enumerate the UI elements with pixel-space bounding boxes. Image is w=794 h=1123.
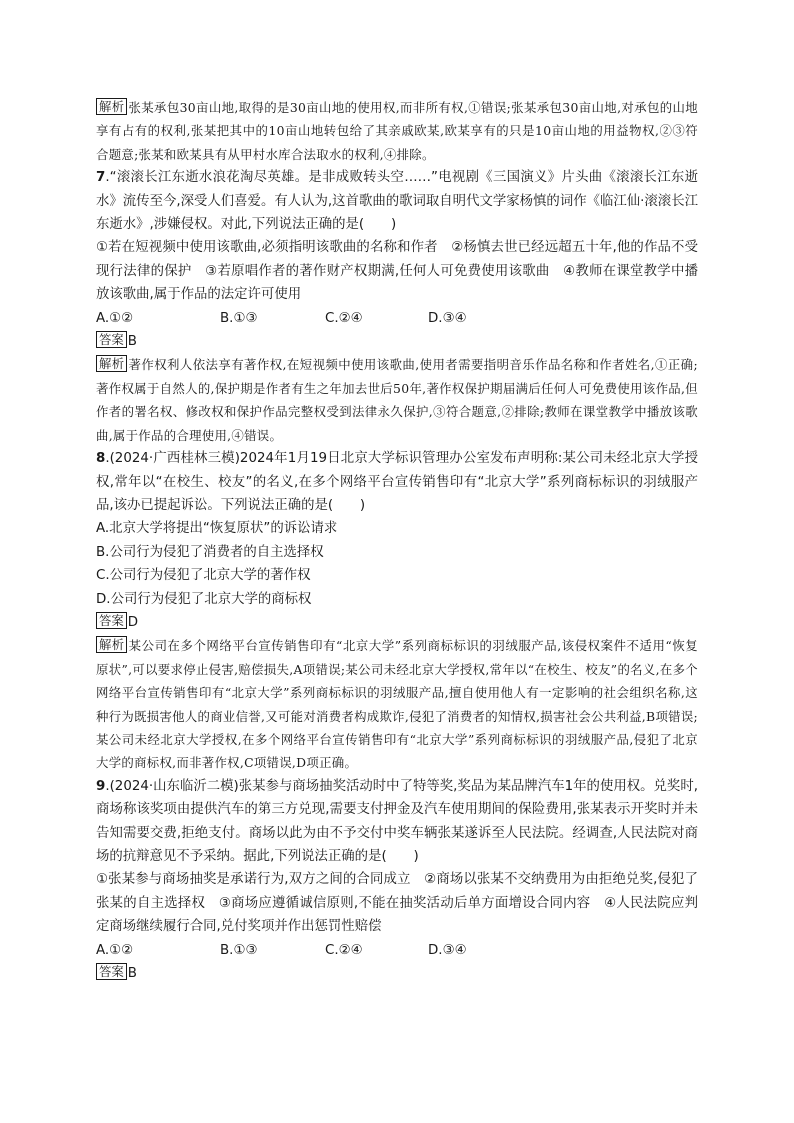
analysis-tag: 解析 [96,98,127,115]
option-b: B.①③ [220,942,258,958]
answer-block-q9 [96,962,698,985]
answer-value: B [127,966,137,982]
analysis-block-q7 [96,353,698,447]
option-c: C.②④ [325,310,363,326]
answer-block-q7 [96,330,698,353]
option-b: B.公司行为侵犯了消费者的自主选择权 [96,544,324,560]
option-d: D.③④ [428,310,467,326]
option-a: A.①② [96,310,134,326]
question-9-options [96,939,698,962]
question-7-options [96,307,698,330]
option-c: C.②④ [325,942,363,958]
question-stem-text: .“滚滚长江东逝水浪花淘尽英雄。是非成败转头空……”电视剧《三国演义》片头曲《滚滚长江东逝水》流传至今,深受人们喜爱。有人认为,这首歌曲的歌词取自明代文学家杨慎的词作《临江仙·滚滚长江东逝水》,涉嫌侵权。对此,下列说法正确的是( ) [96,170,698,233]
option-d: D.公司行为侵犯了北京大学的商标权 [96,591,312,607]
question-7-statements: ①若在短视频中使用该歌曲,必须指明该歌曲的名称和作者 ②杨慎去世已经远超五十年,他的作品不受现行法律的保护 ③若原唱作者的著作财产权期满,任何人可免费使用该歌曲 ④教师在课堂教学中播放该歌曲,属于作品的法定许可使用 [96,240,698,303]
analysis-text: 著作权利人依法享有著作权,在短视频中使用该歌曲,使用者需要指明音乐作品名称和作者姓名,①正确;著作权属于自然人的,保护期是作者有生之年加去世后50年,著作权保护期届满后任何人可免费使用该作品,但作者的署名权、修改权和保护作品完整权受到法律永久保护,③符合题意,②排除;教师在课堂教学中播放该歌曲,属于作品的合理使用,④错误。 [96,357,698,443]
analysis-block-q6 [96,96,698,166]
question-number: 9 [96,778,106,794]
question-stem-text: .(2024·广西桂林三模)2024年1月19日北京大学标识管理办公室发布声明称:某公司未经北京大学授权,常年以“在校生、校友”的名义,在多个网络平台宣传销售印有“北京大学”系列商标标识的羽绒服产品,该办已提起诉讼。下列说法正确的是( ) [96,451,698,513]
page-content [96,96,698,985]
analysis-block-q8 [96,634,698,774]
answer-value: B [127,334,137,350]
question-9-statements: ①张某参与商场抽奖是承诺行为,双方之间的合同成立 ②商场以张某不交纳费用为由拒绝兑奖,侵犯了张某的自主选择权 ③商场应遵循诚信原则,不能在抽奖活动后单方面增设合同内容 ④人民法院应判定商场继续履行合同,兑付奖项并作出惩罚性赔偿 [96,872,698,935]
analysis-tag: 解析 [96,636,127,653]
question-stem-text: .(2024·山东临沂二模)张某参与商场抽奖活动时中了特等奖,奖品为某品牌汽车1年的使用权。兑奖时,商场称该奖项由提供汽车的第三方兑现,需要支付押金及汽车使用期间的保险费用,张某表示开奖时并未告知需要交费,拒绝支付。商场以此为由不予交付中奖车辆张某遂诉至人民法院。经调查,人民法院对商场的抗辩意见不予采纳。据此,下列说法正确的是( ) [96,778,698,864]
analysis-text: 某公司在多个网络平台宣传销售印有“北京大学”系列商标标识的羽绒服产品,该侵权案件不适用“恢复原状”,可以要求停止侵害,赔偿损失,A项错误;某公司未经北京大学授权,常年以“在校生、校友”的名义,在多个网络平台宣传销售印有“北京大学”系列商标标识的羽绒服产品,擅自使用他人有一定影响的社会组织名称,这种行为既损害他人的商业信誉,又可能对消费者构成欺诈,侵犯了消费者的知情权,损害社会公共利益,B项错误;某公司未经北京大学授权,在多个网络平台宣传销售印有“北京大学”系列商标标识的羽绒服产品,侵犯了北京大学的商标权,而非著作权,C项错误,D项正确。 [96,638,698,771]
question-number: 7 [96,170,106,186]
question-number: 8 [96,451,106,467]
answer-block-q8 [96,611,698,634]
option-c: C.公司行为侵犯了北京大学的著作权 [96,568,311,584]
option-a: A.北京大学将提出“恢复原状”的诉讼请求 [96,521,338,537]
answer-tag: 答案 [96,963,127,980]
option-d: D.③④ [428,942,467,958]
analysis-text: 张某承包30亩山地,取得的是30亩山地的使用权,而非所有权,①错误;张某承包30亩山地,对承包的山地享有占有的权利,张某把其中的10亩山地转包给了其亲戚欧某,欧某享有的只是10亩山地的用益物权,②③符合题意;张某和欧某具有从甲村水库合法取水的权利,④排除。 [96,100,698,162]
analysis-tag: 解析 [96,355,127,372]
option-a: A.①② [96,942,134,958]
option-b: B.①③ [220,310,258,326]
answer-tag: 答案 [96,331,127,348]
question-7-stem [96,166,698,236]
question-9-stem [96,775,698,869]
answer-value: D [127,614,139,630]
question-8-stem [96,447,698,517]
answer-tag: 答案 [96,612,127,629]
